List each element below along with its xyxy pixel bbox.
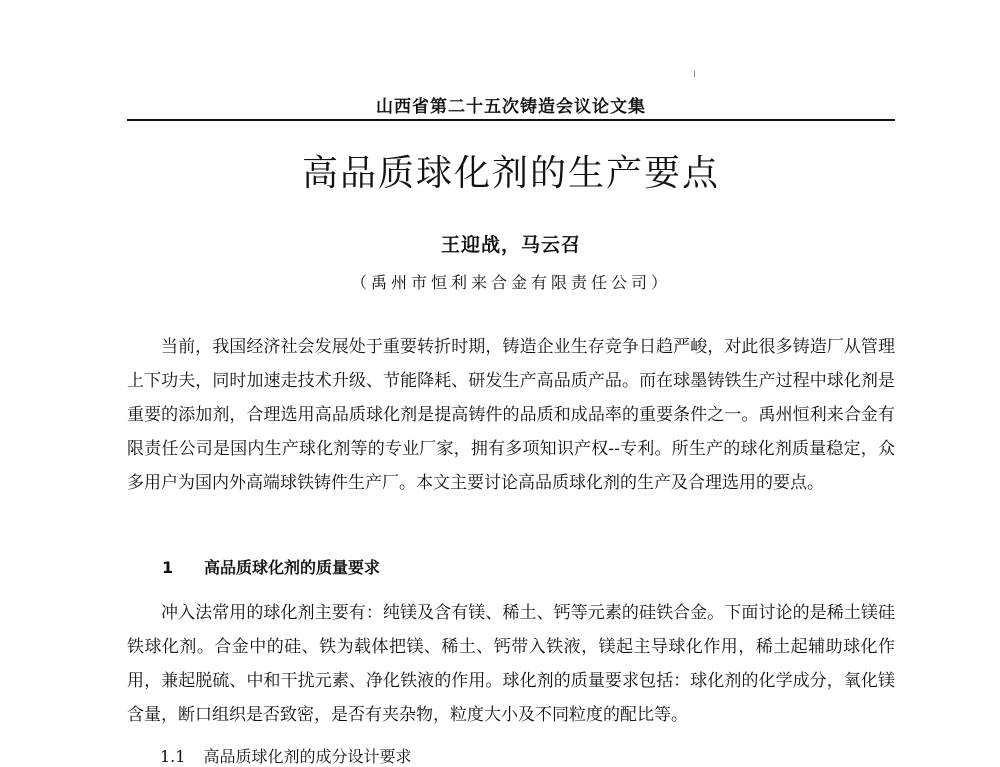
authors: 王迎战，马云召: [440, 234, 581, 256]
scan-mark: [694, 71, 695, 77]
section-heading: [127, 555, 895, 578]
subsection-title: 高品质球化剂的成分设计要求: [203, 747, 412, 766]
article-title: 高品质球化剂的生产要点: [301, 153, 720, 194]
subsection-number: 1.1: [160, 747, 186, 766]
section-paragraph: 冲入法常用的球化剂主要有：纯镁及含有镁、稀土、钙等元素的硅铁合金。下面讨论的是稀土镁硅铁球化剂。合金中的硅、铁为载体把镁、稀土、钙带入铁液，镁起主导球化作用，稀土起辅助球化作用，兼起脱硫、中和干扰元素、净化铁液的作用。球化剂的质量要求包括：球化剂的化学成分，氧化镁含量，断口组织是否致密，是否有夹杂物，粒度大小及不同粒度的配比等。: [127, 603, 895, 725]
intro-paragraph: 当前，我国经济社会发展处于重要转折时期，铸造企业生存竞争日趋严峻，对此很多铸造厂从管理上下功夫，同时加速走技术升级、节能降耗、研发生产高品质产品。而在球墨铸铁生产过程中球化剂是重要的添加剂，合理选用高品质球化剂是提高铸件的品质和成品率的重要条件之一。禹州恒利来合金有限责任公司是国内生产球化剂等的专业厂家，拥有多项知识产权--专利。所生产的球化剂质量稳定，众多用户为国内外高端球铁铸件生产厂。本文主要讨论高品质球化剂的生产及合理选用的要点。: [127, 337, 895, 493]
subsection-heading: [160, 744, 760, 767]
running-header: 山西省第二十五次铸造会议论文集: [376, 97, 646, 117]
section-title: 高品质球化剂的质量要求: [204, 558, 381, 577]
header-rule: [127, 119, 895, 121]
affiliation: （禹州市恒利来合金有限责任公司）: [350, 273, 671, 292]
section-number: 1: [162, 558, 174, 577]
